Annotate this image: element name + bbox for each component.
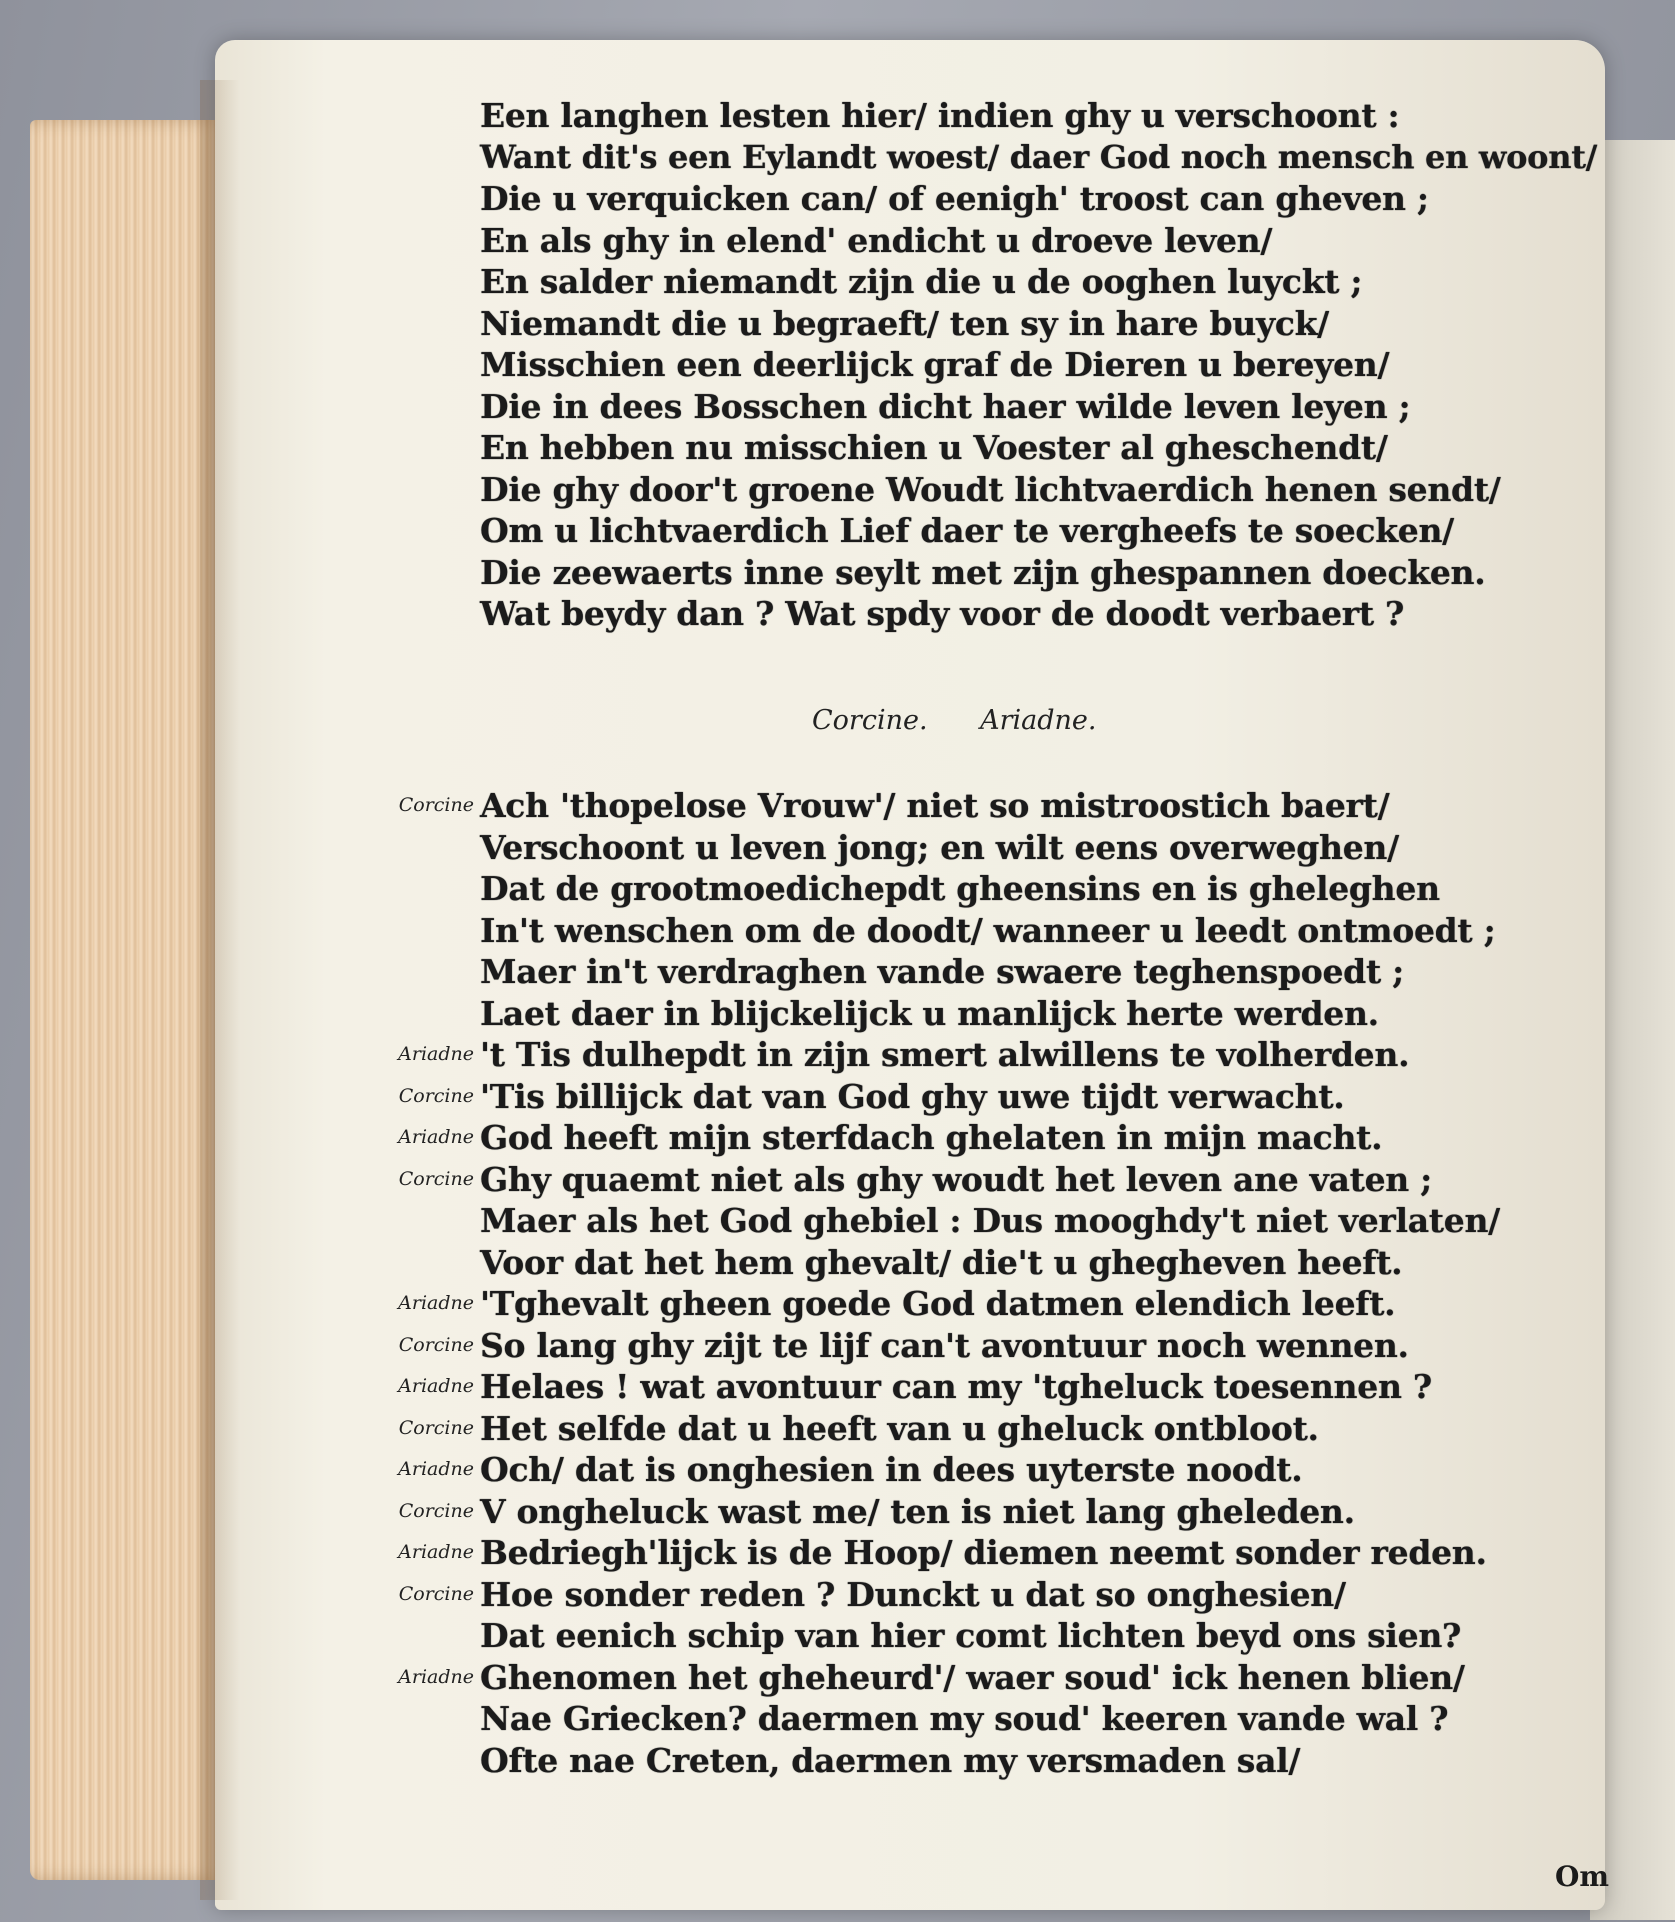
dialogue-text: Dat eenich schip van hier comt lichten beyd ons sien? (480, 1616, 1462, 1655)
dialogue-line (480, 993, 1600, 1035)
dialogue-line (398, 1366, 1600, 1408)
scene-heading (790, 705, 1119, 736)
dialogue-text: Ghy quaemt niet als ghy woudt het leven ane vaten ; (480, 1159, 1433, 1199)
dialogue-line (398, 1034, 1600, 1076)
dialogue-line (398, 1076, 1600, 1118)
catchword: Om (1555, 1860, 1610, 1893)
dialogue-text: In't wenschen om de doodt/ wanneer u leedt ontmoedt ; (480, 910, 1496, 950)
dialogue-text: So lang ghy zijt te lijf can't avontuur noch wennen. (480, 1325, 1409, 1365)
speaker-label: Ariadne (398, 1292, 474, 1314)
dialogue-line (398, 1408, 1600, 1450)
dialogue-text: Voor dat het hem ghevalt/ die't u ghegheven heeft. (480, 1242, 1403, 1282)
heading-name-ariadne: Ariadne. (980, 705, 1097, 736)
dialogue-text: Dat de grootmoedichepdt gheensins en is gheleghen (480, 869, 1440, 908)
dialogue-line (480, 951, 1600, 993)
speaker-label: Corcine (398, 1582, 474, 1605)
verse-line: Niemandt die u begraeft/ ten sy in hare buyck/ (480, 303, 1329, 343)
dialogue-text: God heeft mijn sterfdach ghelaten in mijn macht. (480, 1118, 1383, 1157)
dialogue-text: Laet daer in blijckelijck u manlijck herte werden. (480, 993, 1379, 1033)
dialogue-text: Ghenomen het gheheurd'/ waer soud' ick henen blien/ (480, 1657, 1465, 1697)
dialogue-line (398, 1657, 1600, 1699)
verse-line: En salder niemandt zijn die u de ooghen luyckt ; (480, 262, 1363, 301)
speaker-label: Corcine (398, 1416, 474, 1439)
speaker-label: Ariadne (398, 1375, 474, 1397)
dialogue-block (398, 785, 1600, 1781)
dialogue-text: Ach 'thopelose Vrouw'/ niet so mistroostich baert/ (480, 786, 1390, 825)
verse-line: Die in dees Bosschen dicht haer wilde leven leyen ; (480, 386, 1411, 426)
verse-line: Die zeewaerts inne seylt met zijn ghespannen doecken. (480, 552, 1486, 592)
book-page-edges (30, 120, 220, 1880)
dialogue-text: Helaes ! wat avontuur can my 'tgheluck toesennen ? (480, 1367, 1432, 1406)
dialogue-line (398, 1117, 1600, 1159)
dialogue-text: Hoe sonder reden ? Dunckt u dat so onghesien/ (480, 1574, 1346, 1614)
verse-line: Die ghy door't groene Woudt lichtvaerdich henen sendt/ (480, 469, 1501, 509)
speaker-label: Ariadne (398, 1043, 474, 1065)
dialogue-text: Nae Griecken? daermen my soud' keeren vande wal ? (480, 1699, 1449, 1738)
speaker-label: Corcine (398, 1084, 474, 1107)
dialogue-line (480, 1698, 1600, 1740)
dialogue-text: 't Tis dulhepdt in zijn smert alwillens te volherden. (480, 1035, 1410, 1074)
dialogue-text: Ofte nae Creten, daermen my versmaden sal/ (480, 1740, 1301, 1780)
dialogue-line (398, 1449, 1600, 1491)
dialogue-line (398, 1532, 1600, 1574)
dialogue-text: 'Tis billijck dat van God ghy uwe tijdt verwacht. (480, 1076, 1345, 1116)
dialogue-line (398, 1283, 1600, 1325)
dialogue-text: Maer als het God ghebiel : Dus mooghdy't niet verlaten/ (480, 1201, 1500, 1240)
speaker-label: Corcine (398, 1333, 474, 1356)
dialogue-text: Och/ dat is onghesien in dees uyterste noodt. (480, 1450, 1303, 1489)
dialogue-line (480, 1740, 1600, 1782)
speaker-label: Ariadne (398, 1126, 474, 1148)
verse-line: Een langhen lesten hier/ indien ghy u verschoont : (480, 96, 1400, 135)
dialogue-line (480, 1242, 1600, 1284)
dialogue-line (480, 827, 1600, 869)
verse-line: Die u verquicken can/ of eenigh' troost can gheven ; (480, 179, 1429, 218)
speaker-label: Corcine (398, 794, 474, 816)
heading-name-corcine: Corcine. (812, 705, 928, 736)
dialogue-line (398, 785, 1600, 827)
verse-line: Misschien een deerlijck graf de Dieren u bereyen/ (480, 345, 1390, 384)
dialogue-line (398, 1574, 1600, 1616)
verse-block-opening (480, 95, 1600, 635)
speaker-label: Corcine (398, 1167, 474, 1190)
dialogue-line (480, 910, 1600, 952)
dialogue-text: Maer in't verdraghen vande swaere teghenspoedt ; (480, 952, 1404, 991)
speaker-label: Ariadne (398, 1665, 474, 1688)
spine-shadow (200, 80, 240, 1900)
verse-line: Want dit's een Eylandt woest/ daer God noch mensch en woont/ (480, 137, 1598, 176)
dialogue-text: Het selfde dat u heeft van u gheluck ontbloot. (480, 1408, 1319, 1448)
dialogue-line (480, 1200, 1600, 1242)
dialogue-line (398, 1159, 1600, 1201)
verse-line: Om u lichtvaerdich Lief daer te vergheefs te soecken/ (480, 511, 1454, 550)
dialogue-line (398, 1325, 1600, 1367)
dialogue-text: Bedriegh'lijck is de Hoop/ diemen neemt sonder reden. (480, 1533, 1487, 1572)
speaker-label: Corcine (398, 1499, 474, 1522)
dialogue-text: V ongheluck wast me/ ten is niet lang gheleden. (480, 1491, 1355, 1531)
dialogue-text: Verschoont u leven jong; en wilt eens overweghen/ (480, 827, 1399, 867)
speaker-label: Ariadne (398, 1541, 474, 1563)
verse-line: En als ghy in elend' endicht u droeve leven/ (480, 220, 1273, 260)
dialogue-line (480, 868, 1600, 910)
dialogue-line (480, 1615, 1600, 1657)
verse-line: Wat beydy dan ? Wat spdy voor de doodt verbaert ? (480, 594, 1405, 633)
dialogue-line (398, 1491, 1600, 1533)
dialogue-text: 'Tghevalt gheen goede God datmen elendich leeft. (480, 1284, 1396, 1323)
verse-line: En hebben nu misschien u Voester al gheschendt/ (480, 428, 1388, 467)
speaker-label: Ariadne (398, 1458, 474, 1480)
